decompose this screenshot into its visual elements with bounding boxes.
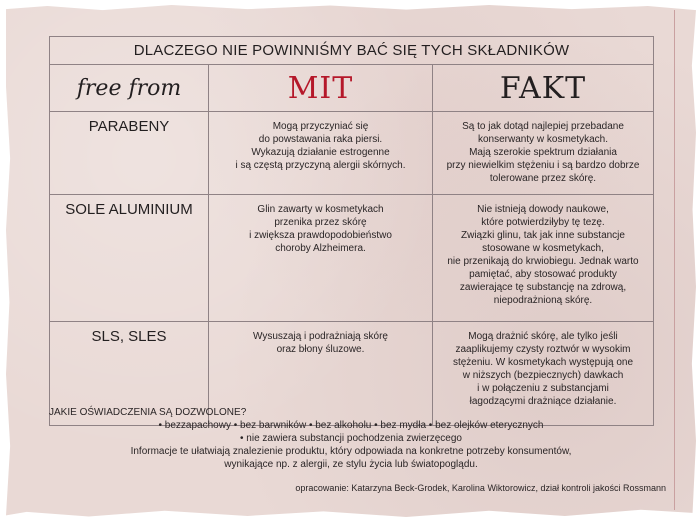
header-fakt	[433, 65, 654, 112]
fakt-label: FAKT	[499, 70, 587, 106]
declarations-info-2: wynikające np. z alergii, ze stylu życia lub światopoglądu.	[224, 459, 478, 470]
myth-text: Wysuszają i podrażniają skórę oraz błony śluzowe.	[209, 322, 433, 426]
ingredient-name: SOLE ALUMINIUM	[50, 195, 209, 322]
myth-text: Mogą przyczyniać się do powstawania raka piersi. Wykazują działanie estrogenne i są częstą przyczyną alergii skórnych.	[209, 112, 433, 195]
table-title: DLACZEGO NIE POWINNIŚMY BAĆ SIĘ TYCH SKŁADNIKÓW	[50, 37, 654, 65]
ingredient-name: PARABENY	[50, 112, 209, 195]
declarations-list: • bezzapachowy • bez barwników • bez alkoholu • bez mydła • bez olejków eterycznych	[158, 420, 544, 431]
margin-line	[674, 10, 675, 510]
fact-text: Mogą drażnić skórę, ale tylko jeśli zaaplikujemy czysty roztwór w wysokim stężeniu. W kosmetykach występują one w niższych (bezpiecznych) dawkach i w połączeniu z substancjami łagodzącymi drażniące działanie.	[433, 322, 654, 426]
comparison-table	[49, 36, 654, 426]
header-mit	[209, 65, 433, 112]
table-row	[50, 195, 654, 322]
fact-text: Są to jak dotąd najlepiej przebadane konserwanty w kosmetykach. Mają szerokie spektrum działania przy niewielkim stężeniu i są bardzo dobrze tolerowane przez skórę.	[433, 112, 654, 195]
declarations-list-2: • nie zawiera substancji pochodzenia zwierzęcego	[240, 433, 462, 444]
fact-text: Nie istnieją dowody naukowe, które potwierdziłyby tę tezę. Związki glinu, tak jak inne substancje stosowane w kosmetykach, nie przenikają do krwiobiegu. Jednak warto pamiętać, aby stosować produkty zawierające tę substancję na zdrową, niepodrażnioną skórę.	[433, 195, 654, 322]
myth-text: Glin zawarty w kosmetykach przenika przez skórę i zwiększa prawdopodobieństwo choroby Alzheimera.	[209, 195, 433, 322]
mit-label: MIT	[287, 70, 354, 106]
credits: opracowanie: Katarzyna Beck-Grodek, Karolina Wiktorowicz, dział kontroli jakości Rossmann	[295, 483, 666, 493]
declarations-info: Informacje te ułatwiają znalezienie produktu, który odpowiada na konkretne potrzeby konsumentów,	[130, 446, 572, 457]
table-row	[50, 112, 654, 195]
free-from-label: free from	[76, 75, 182, 101]
declarations-question: JAKIE OŚWIADCZENIA SĄ DOZWOLONE?	[49, 407, 247, 418]
ingredient-name: SLS, SLES	[50, 322, 209, 426]
declarations-section	[49, 406, 653, 471]
header-row	[50, 65, 654, 112]
header-free-from	[50, 65, 209, 112]
